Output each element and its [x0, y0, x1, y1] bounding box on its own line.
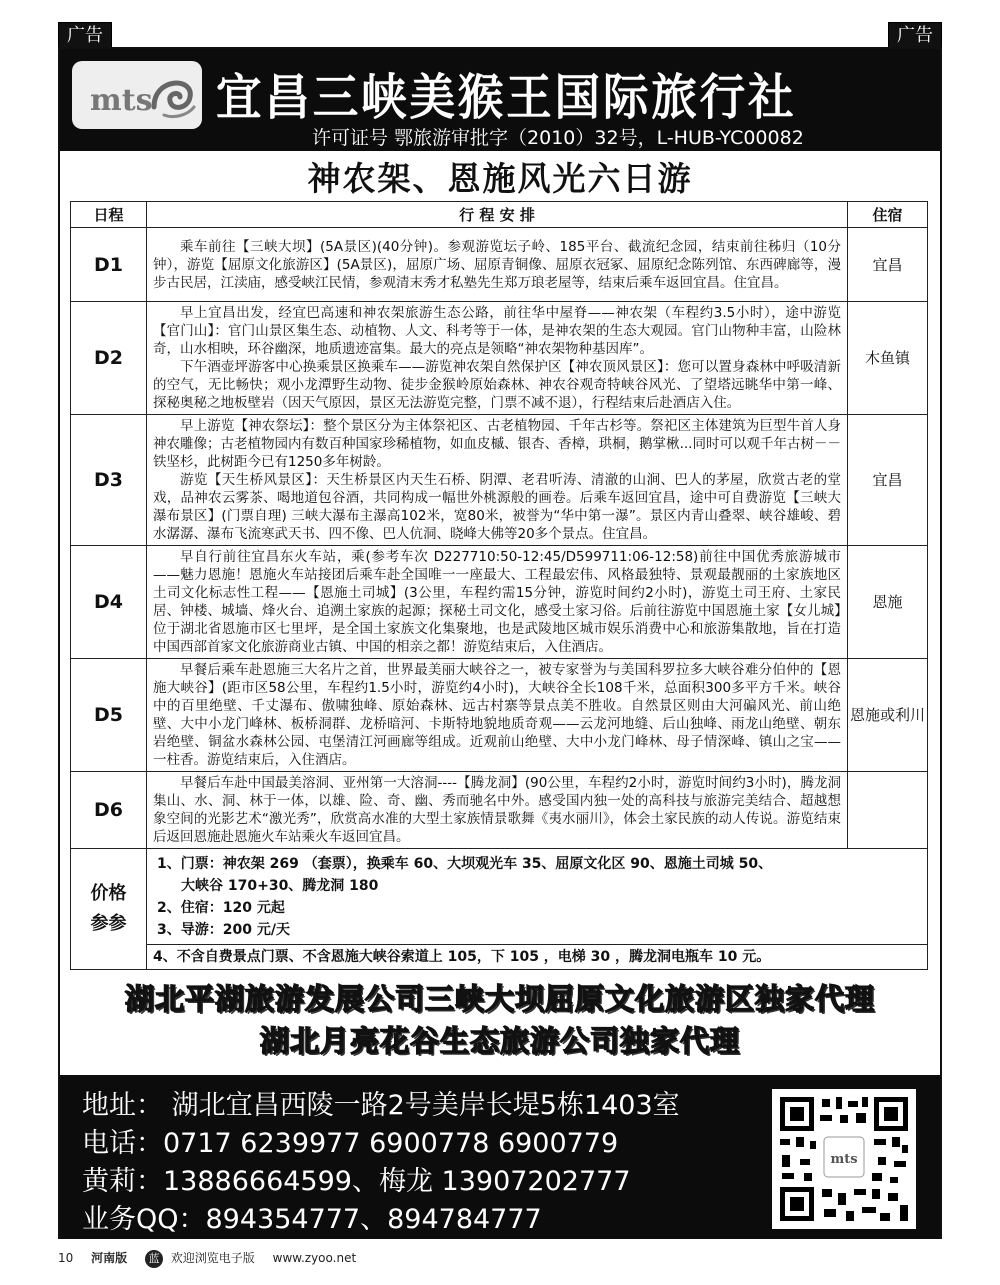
price-row: [71, 849, 928, 945]
ad-label-right: 广告: [888, 22, 942, 48]
day-stay: 木鱼镇: [848, 302, 928, 415]
license-number: 许可证号 鄂旅游审批字（2010）32号，L-HUB-YC00082: [312, 127, 804, 149]
itinerary-row-d4: [71, 546, 928, 659]
agency-logo: [72, 61, 202, 129]
day-plan: [147, 659, 848, 772]
day-label: D6: [71, 772, 147, 849]
header-banner: [60, 49, 940, 151]
day-label: D2: [71, 302, 147, 415]
day-stay: [848, 772, 928, 849]
day-plan: [147, 546, 848, 659]
day-stay: 宜昌: [848, 228, 928, 302]
plan-paragraph: 早上游览【神农祭坛】：整个景区分为主体祭祀区、古老植物园、千年古杉等。祭祀区主体建筑为巨型牛首人身神农雕像；古老植物园内有数百种国家珍稀植物，如血皮槭、银杏、香樟，珙桐，鹅掌楸...同时可以观千年古树－－铁坚杉，此树距今已有1250多年树龄。: [153, 418, 841, 470]
price-item: 2、住宿：120 元起: [157, 899, 285, 916]
day-stay: 恩施: [848, 546, 928, 659]
qr-logo-text: mts: [830, 1152, 858, 1167]
day-stay: 宜昌: [848, 415, 928, 546]
plan-paragraph: 早餐后乘车赴恩施三大名片之首，世界最美丽大峡谷之一，被专家誉为与美国科罗拉多大峡谷难分伯仲的【恩施大峡谷】(距市区58公里，车程约1.5小时，游览约4小时)，大峡谷全长108千米，总面积300多平方千米。峡谷中的百里绝壁、千丈瀑布、傲啸独峰、原始森林、远古村寨等景点美不胜收。自然景区则由大河碥风光、前山绝壁、大中小龙门峰林、板桥洞群、龙桥暗河、卡斯特地貌地质奇观——云龙河地缝、后山独峰、雨龙山绝壁、朝东岩绝壁、铜盆水森林公园、屯堡清江河画廊等组成。近观前山绝壁、大中小龙门峰林、母子情深峰、镇山之宝——一柱香。游览结束后，入住酒店。: [153, 662, 841, 768]
price-item: 大峡谷 170+30、腾龙洞 180: [181, 877, 379, 894]
itinerary-row-d1: [71, 228, 928, 302]
price-label-line: 价格: [90, 883, 127, 904]
monkey-swirl-icon: [144, 67, 200, 123]
price-note: 4、不含自费景点门票、不含恩施大峡谷索道上 105，下 105 ，电梯 30 ，腾龙洞电瓶车 10 元。: [147, 945, 928, 970]
header-day: 日程: [71, 202, 147, 228]
qr-code[interactable]: [772, 1089, 916, 1229]
blue-badge-icon: 蓝: [145, 1250, 163, 1268]
plan-paragraph: 早自行前往宜昌东火车站，乘(参考车次 D227710:50-12:45/D599711:06-12:58)前往中国优秀旅游城市——魅力恩施！恩施火车站接团后乘车赴全国唯一一座最大、工程最宏伟、风格最独特、景观最靓丽的土家族地区土司文化标志性工程——【恩施土司城】(3公里，车程约需15分钟，游览时间约2小时)，游览土司王府、土家民居、钟楼、城墙、烽火台、追溯土家族的起源；探秘土司文化，感受土家习俗。后前往游览中国恩施土家【女儿城】位于湖北省恩施市区七里坪，是全国土家族文化集聚地，也是武陵地区城市娱乐消费中心和旅游集散地，旨在打造中国西部首家文化旅游商业古镇、中国的相亲之都！游览结束后，入住酒店。: [153, 549, 841, 655]
day-plan: [147, 302, 848, 415]
day-plan: [147, 415, 848, 546]
plan-paragraph: 乘车前往【三峡大坝】(5A景区)(40分钟)。参观游览坛子岭、185平台、截流纪念园，结束前往秭归（10分钟），游览【屈原文化旅游区】(5A景区)，屈原广场、屈原青铜像、屈原衣冠冢、屈原纪念陈列馆、东西碑廊等，漫步古民居，江渎庙，感受峡江民情，参观清末秀才私塾先生郑万琅老屋等，结束后乘车返回宜昌。住宜昌。: [153, 238, 841, 291]
tour-title: 神农架、恩施风光六日游: [307, 159, 693, 198]
price-item: 3、导游：200 元/天: [157, 921, 290, 938]
day-label: D3: [71, 415, 147, 546]
logo-text: mts: [90, 83, 153, 118]
price-label-line: 参参: [90, 913, 127, 934]
ad-label-left: 广告: [58, 22, 112, 48]
contact-address: 地址： 湖北宜昌西陵一路2号美岸长堤5栋1403室: [82, 1090, 680, 1121]
itinerary-row-d2: [71, 302, 928, 415]
price-note-row: [71, 945, 928, 970]
contact-phone: 电话：0717 6239977 6900778 6900779: [82, 1128, 619, 1159]
price-label: [71, 849, 147, 970]
header-plan: 行 程 安 排: [147, 202, 848, 228]
edition-label: 河南版: [91, 1251, 128, 1265]
day-stay: 恩施或利川: [848, 659, 928, 772]
price-item: 1、门票：神农架 269 （套票），换乘车 60、大坝观光车 35、屈原文化区 90、恩施土司城 50、: [157, 855, 773, 872]
price-items: [147, 849, 928, 945]
page-number: 10: [58, 1251, 74, 1265]
itinerary-table: [70, 201, 928, 970]
plan-paragraph: 早上宜昌出发，经宜巴高速和神农架旅游生态公路，前往华中屋脊——神农架（车程约3.5小时），途中游览【官门山】：官门山景区集生态、动植物、人文、科考等于一体，是神农架的生态大观园。官门山物种丰富，山险林奇，山水相映，环谷幽深，地质遗迹富集。最大的亮点是领略“神农架物种基因库”。: [153, 305, 841, 357]
contact-qq: 业务QQ：894354777、894784777: [82, 1204, 542, 1235]
table-header-row: [71, 202, 928, 228]
day-label: D5: [71, 659, 147, 772]
contact-banner: [60, 1075, 940, 1239]
qr-code-icon: [776, 1093, 912, 1225]
itinerary-row-d6: [71, 772, 928, 849]
day-label: D1: [71, 228, 147, 302]
advertisement-frame: [58, 47, 942, 1239]
exclusive-agency-line: 湖北平湖旅游发展公司三峡大坝屈原文化旅游区独家代理: [124, 982, 875, 1016]
itinerary-row-d3: [71, 415, 928, 546]
welcome-text: 欢迎浏览电子版: [170, 1251, 255, 1265]
exclusive-agency-line: 湖北月亮花谷生态旅游公司独家代理: [259, 1024, 740, 1058]
agency-name: 宜昌三峡美猴王国际旅行社: [216, 69, 797, 126]
website-link[interactable]: www.zyoo.net: [272, 1251, 357, 1265]
plan-paragraph: 早餐后车赴中国最美溶洞、亚州第一大溶洞----【腾龙洞】(90公里，车程约2小时，游览时间约3小时)，腾龙洞集山、水、洞、林于一体，以雄、险、奇、幽、秀而驰名中外。感受国内独一处的高科技与旅游完美结合、超越想象空间的光影艺术“激光秀”，欣赏高水准的大型土家族情景歌舞《夷水丽川》，体会土家民族的动人传说。游览结束后返回恩施赴恩施火车站乘火车返回宜昌。: [153, 775, 841, 845]
plan-paragraph: 游览【天生桥风景区】：天生桥景区内天生石桥、阴潭、老君听涛、清澈的山涧、巴人的茅屋，欣赏古老的堂戏，品神农云雾茶、喝地道包谷酒，共同构成一幅世外桃源般的画卷。后乘车返回宜昌，途中可自费游览【三峡大瀑布景区】(门票自理) 三峡大瀑布主瀑高102米，宽80米，被誉为“华中第一瀑”。景区内青山叠翠、峡谷雄峻、碧水潺潺、瀑布飞流寒武天书、四不像、巴人伉洞、晓峰大佛等20多个景点。住宜昌。: [153, 472, 841, 542]
plan-paragraph: 下午酒壶坪游客中心换乘景区换乘车——游览神农架自然保护区【神农顶风景区】：您可以置身森林中呼吸清新的空气，无比畅快；观小龙潭野生动物、徒步金猴岭原始森林、神农谷观奇特峡谷风光、了望塔远眺华中第一峰、探秘奥秘之地板壁岩（因天气原因，景区无法游览完整，门票不减不退），行程结束后赴酒店入住。: [153, 359, 841, 411]
day-plan: [147, 228, 848, 302]
contact-mobile: 黄莉：13886664599、梅龙 13907202777: [82, 1166, 631, 1197]
day-plan: [147, 772, 848, 849]
header-stay: 住宿: [848, 202, 928, 228]
day-label: D4: [71, 546, 147, 659]
itinerary-row-d5: [71, 659, 928, 772]
page-footer: [58, 1249, 370, 1268]
